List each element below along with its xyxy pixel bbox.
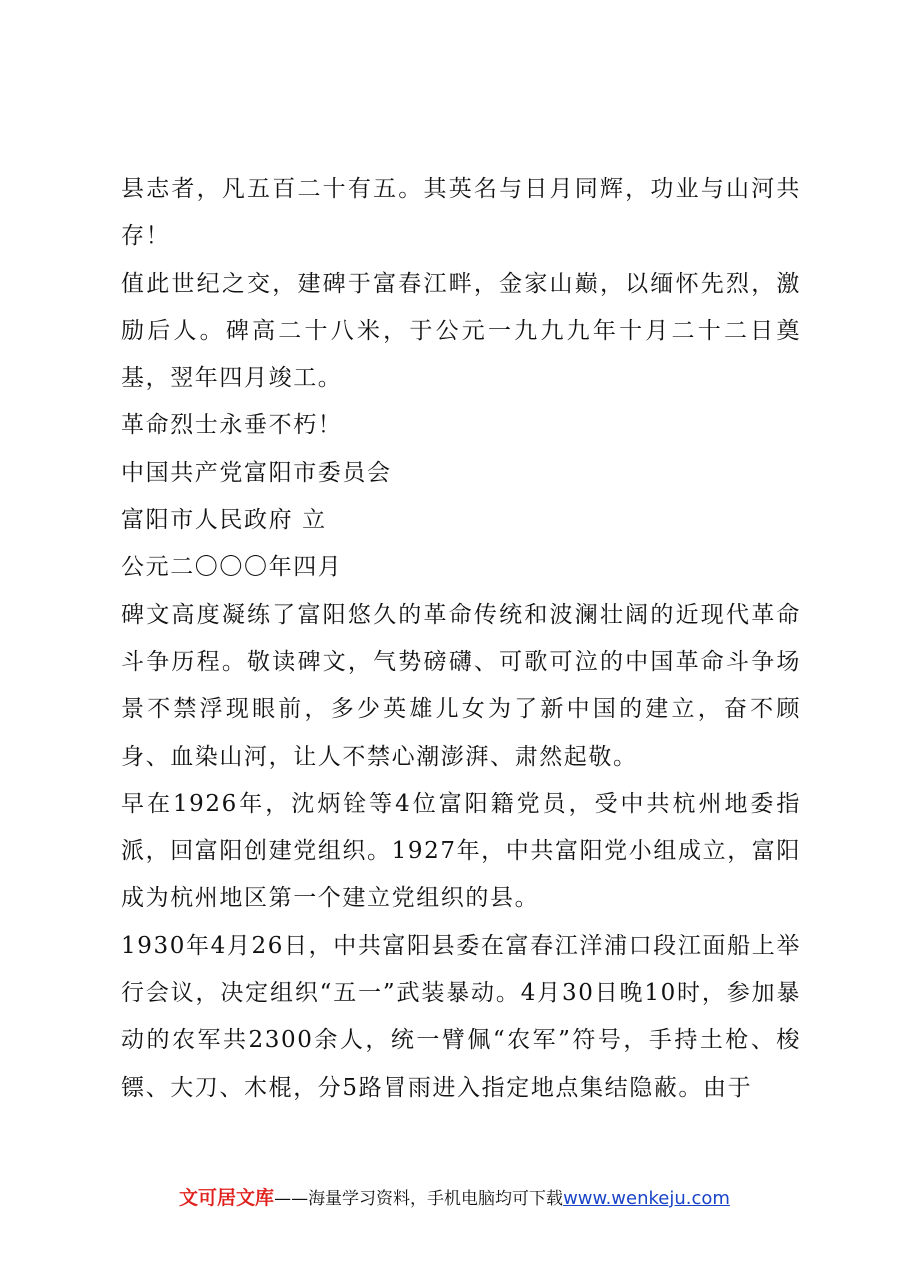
paragraph: 中国共产党富阳市委员会 xyxy=(121,459,392,486)
footer-banner xyxy=(0,1183,909,1210)
paragraph: 碑文高度凝练了富阳悠久的革命传统和波澜壮阔的近现代革命斗争历程。敬读碑文，气势磅礴、可歌可泣的中国革命斗争场景不禁浮现眼前，多少英雄儿女为了新中国的建立，奋不顾身、血染山河，让人不禁心潮澎湃、肃然起敬。 xyxy=(121,601,801,770)
footer-brand: 文可居文库 xyxy=(179,1187,275,1209)
paragraph: 公元二〇〇〇年四月 xyxy=(121,554,343,581)
footer-link[interactable]: www.wenkeju.com xyxy=(563,1188,730,1209)
paragraph: 革命烈士永垂不朽！ xyxy=(121,412,343,439)
paragraph: 1930年4月26日，中共富阳县委在富春江洋浦口段江面船上举行会议，决定组织“五一”武装暴动。4月30日晚10时，参加暴动的农军共2300余人，统一臂佩“农军”符号，手持土枪、梭镖、大刀、木棍，分5路冒雨进入指定地点集结隐蔽。由于 xyxy=(121,932,801,1101)
paragraph: 值此世纪之交，建碑于富春江畔，金家山巅，以缅怀先烈，激励后人。碑高二十八米，于公元一九九九年十月二十二日奠基，翌年四月竣工。 xyxy=(121,270,801,392)
paragraph: 县志者，凡五百二十有五。其英名与日月同辉，功业与山河共存！ xyxy=(121,176,801,250)
paragraph: 富阳市人民政府 立 xyxy=(121,507,327,534)
footer-tagline: ——海量学习资料，手机电脑均可下载 xyxy=(274,1189,564,1209)
paragraph: 早在1926年，沈炳铨等4位富阳籍党员，受中共杭州地委指派，回富阳创建党组织。1927年，中共富阳党小组成立，富阳成为杭州地区第一个建立党组织的县。 xyxy=(121,790,801,912)
document-body xyxy=(121,166,801,1112)
